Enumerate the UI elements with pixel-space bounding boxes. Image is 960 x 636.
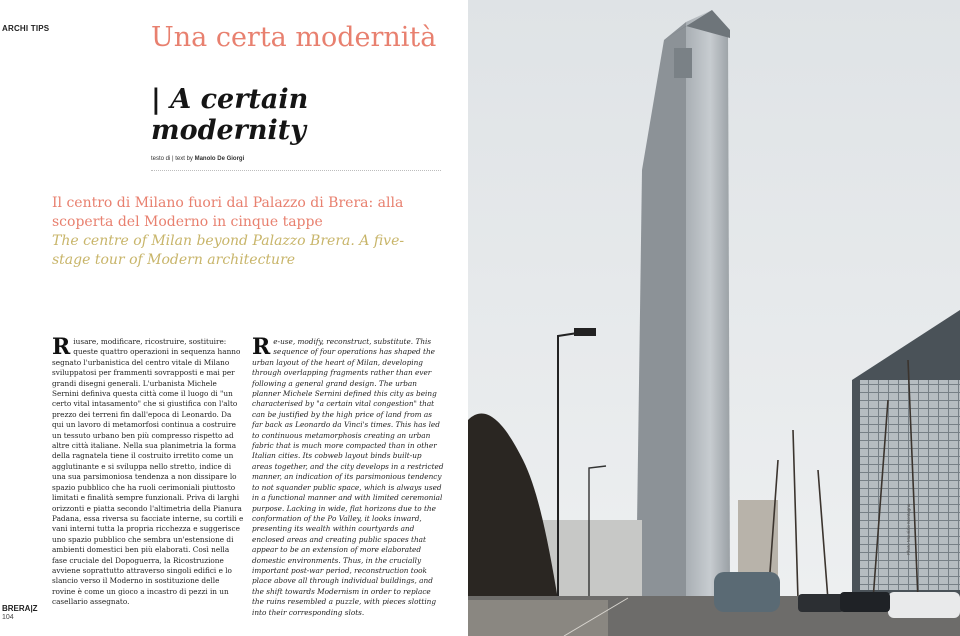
photo-credit: Photo Maurizio Montagna bbox=[906, 503, 911, 555]
byline-author: Manolo De Giorgi bbox=[194, 156, 245, 162]
title-english: | A certain modernity bbox=[151, 84, 309, 146]
photo-page bbox=[468, 0, 960, 636]
kiosk bbox=[714, 572, 780, 612]
page-number: 104 bbox=[2, 614, 14, 621]
left-page bbox=[0, 0, 468, 636]
body-text-english: e-use, modify, reconstruct, substitute. This sequence of four operations has shaped the urban layout of the heart of Milan, developing through overlapping fragments rather than ever following a general grand design. The urban planner Michele Sernini defined this city as being characterised by "a certain vital congestion" that can be justified by the high price of land from as far back as Leonardo da Vinci's times. This has led to continuous metamorphosis creating an urban fabric that is much more compacted than in other Italian cities. Its cobweb layout binds built-up areas together, and the city develops in a restricted manner, an indication of its parsimonious tendency to not squander public space, which is always used in a functional manner and with limited ceremonial purpose. Lacking in wide, flat horizons due to the conformation of the Po Valley, it looks inward, presenting its wealth within courtyards and enclosed areas and creating public spaces that appear to be an extension of more elaborated domestic environments. Thus, in the crucially important post-war period, reconstruction took place above all through individual buildings, and the shift towards Modernism in order to replace the ruins resembled a puzzle, with pieces slotting into their corresponding slots. bbox=[252, 337, 444, 617]
magazine-folio: BRERA|Z bbox=[2, 604, 38, 613]
body-column-english bbox=[252, 334, 444, 618]
byline-divider bbox=[151, 170, 441, 171]
photo-pirelli-tower bbox=[468, 0, 960, 636]
dropcap-italian: R bbox=[52, 334, 71, 360]
byline-prefix: testo di | text by bbox=[151, 156, 195, 162]
body-text-italian: iusare, modificare, ricostruire, sostituire: queste quattro operazioni in sequenza hanno segnato l'urbanistica del centro vitale di Milano sviluppatosi per frammenti sovrapposti e mai per grandi disegni generali. L'urbanista Michele Sernini definiva questa città come il luogo di "un certo vital intasamento" che si giustifica con l'alto prezzo dei terreni fin dall'epoca di Leonardo. Da qui un lavoro di metamorfosi continua a costruire un tessuto urbano ben più compresso rispetto ad altre città italiane. Nella sua planimetria la forma della ragnatela tiene il costruito irretito come un agglutinante e si sviluppa nello stretto, indice di una sua parsimoniosa tendenza a non dissipare lo spazio pubblico che ha ruoli cerimoniali piuttosto limitati e finalità sempre funzionali. Priva di larghi orizzonti e piatta secondo l'altimetria della Pianura Padana, essa riversa su facciate interne, su cortili e vani interni tutta la propria ricchezza e suggerisce uno spazio pubblico che sembra un'estensione di ambienti domestici ben più elaborati. Così nella fase cruciale del Dopoguerra, la Ricostruzione avviene soprattutto attraverso singoli edifici e lo slancio verso il Moderno in sostituzione delle rovine è come un gioco a incastro di pezzi in un casellario assegnato. bbox=[52, 337, 244, 607]
subtitle-italian: Il centro di Milano fuori dal Palazzo di Brera: alla scoperta del Moderno in cinque tappe bbox=[52, 195, 404, 230]
sidewalk bbox=[468, 600, 608, 636]
subtitle bbox=[52, 194, 412, 270]
dropcap-english: R bbox=[252, 334, 271, 360]
byline bbox=[151, 156, 244, 162]
body-column-italian bbox=[52, 334, 244, 608]
streetlamp-left-head bbox=[574, 328, 596, 336]
car-dark-1 bbox=[798, 594, 844, 612]
subtitle-english: The centre of Milan beyond Palazzo Brera. A five-stage tour of Modern architecture bbox=[52, 233, 405, 268]
title-italian: Una certa modernità bbox=[151, 22, 437, 53]
section-tag: ARCHI TIPS bbox=[2, 24, 50, 33]
car-dark-2 bbox=[840, 592, 890, 612]
tower-vents bbox=[674, 48, 692, 78]
car-white bbox=[888, 592, 960, 618]
tower-main-face bbox=[686, 10, 730, 596]
